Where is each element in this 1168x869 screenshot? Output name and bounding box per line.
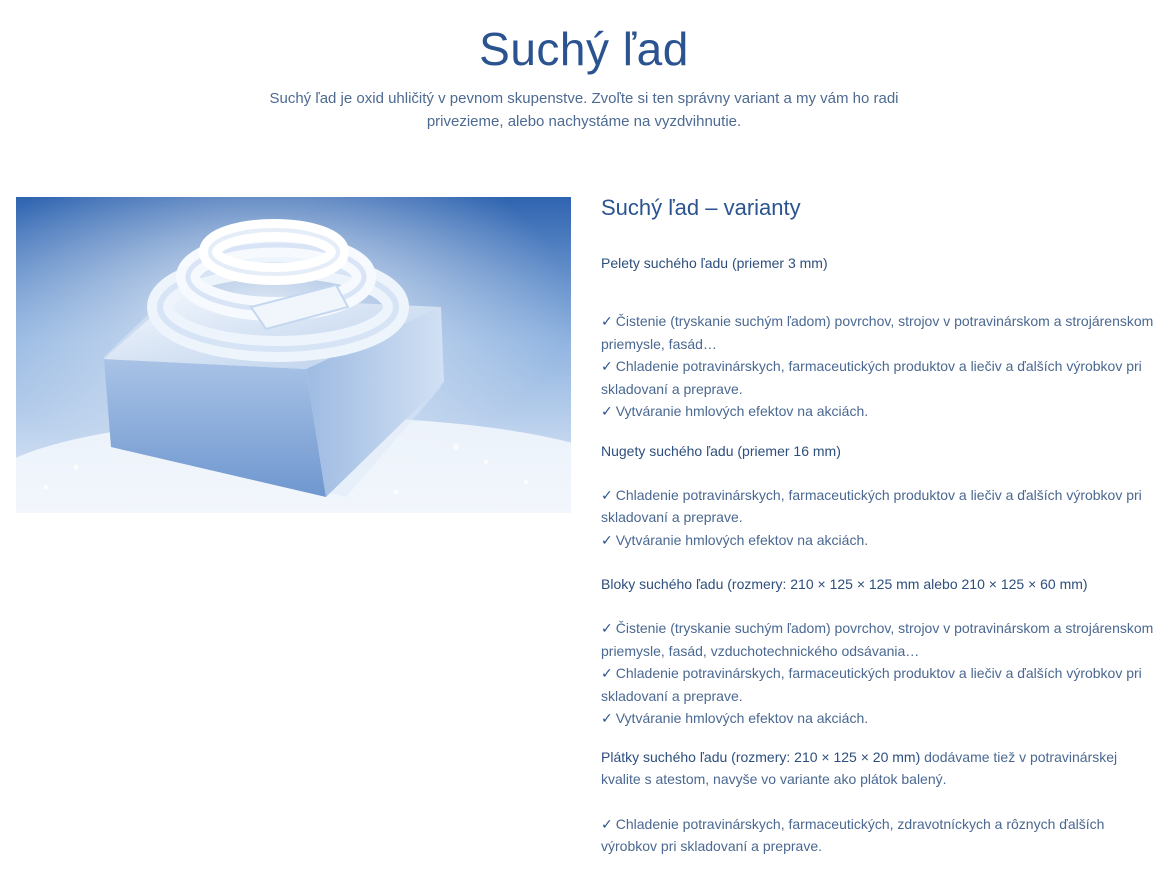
list-item: ✓ Vytváranie hmlových efektov na akciách. — [601, 531, 869, 548]
list-item: ✓ Chladenie potravinárskych, farmaceutických, zdravotníckych a rôznych ďalších výrobkov pri skladovaní a preprave. — [601, 815, 1105, 854]
variant-heading-slices: Plátky suchého ľadu (rozmery: 210 × 125 × 20 mm) dodávame tiež v potravinárskej kvalite s atestom, navyše vo variante ako plátok balený. — [601, 748, 1118, 787]
checkmark-icon: ✓ — [601, 620, 613, 636]
list-item: ✓ Chladenie potravinárskych, farmaceutických produktov a liečiv a ďalších výrobkov pri skladovaní a preprave. — [601, 486, 1142, 525]
intro-text: Suchý ľad je oxid uhličitý v pevnom skupenstve. Zvoľte si ten správny variant a my vám ho radi privezieme, alebo nachystáme na vyzdvihnutie. — [269, 90, 899, 130]
checkmark-icon: ✓ — [601, 486, 613, 503]
variant-list-pellets — [601, 310, 1156, 423]
list-item: ✓ Vytváranie hmlových efektov na akciách. — [601, 403, 869, 419]
variants-section — [601, 192, 1156, 858]
list-item: ✓ Chladenie potravinárskych, farmaceutických produktov a liečiv a ďalších výrobkov pri skladovaní a preprave. — [601, 665, 1142, 704]
list-item: ✓ Vytváranie hmlových efektov na akciách. — [601, 710, 869, 726]
checkmark-icon: ✓ — [601, 710, 613, 726]
variant-heading-pellets: Pelety suchého ľadu (priemer 3 mm) — [601, 255, 828, 271]
checkmark-icon: ✓ — [601, 665, 613, 681]
list-item: ✓ Čistenie (tryskanie suchým ľadom) povrchov, strojov v potravinárskom a strojárenskom priemysle, fasád, vzduchotechnického odsávania… — [601, 620, 1154, 659]
variant-list-slices — [601, 813, 1156, 858]
variant-heading-blocks: Bloky suchého ľadu (rozmery: 210 × 125 × 125 mm alebo 210 × 125 × 60 mm) — [601, 576, 1088, 592]
checkmark-icon: ✓ — [601, 403, 613, 419]
dry-ice-image — [16, 197, 571, 513]
checkmark-icon: ✓ — [601, 313, 613, 329]
variant-list-nuggets — [601, 484, 1156, 552]
list-item: ✓ Chladenie potravinárskych, farmaceutických produktov a liečiv a ďalších výrobkov pri skladovaní a preprave. — [601, 358, 1142, 397]
checkmark-icon: ✓ — [601, 358, 613, 374]
section-title: Suchý ľad – varianty — [601, 195, 801, 220]
checkmark-icon: ✓ — [601, 815, 613, 832]
list-item: ✓ Čistenie (tryskanie suchým ľadom) povrchov, strojov v potravinárskom a strojárenskom priemysle, fasád… — [601, 313, 1154, 352]
variant-list-blocks — [601, 617, 1156, 730]
variant-heading-nuggets: Nugety suchého ľadu (priemer 16 mm) — [601, 442, 841, 459]
checkmark-icon: ✓ — [601, 531, 613, 548]
page-title: Suchý ľad — [479, 23, 689, 75]
